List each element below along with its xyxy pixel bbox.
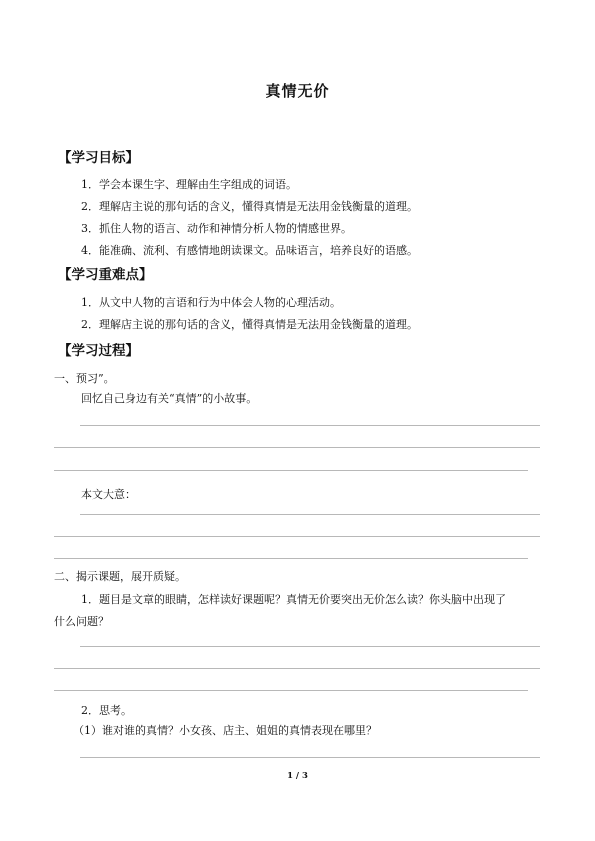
question-2-label: 2．思考。	[81, 704, 132, 717]
objective-item-3: 3．抓住人物的语言、动作和神情分析人物的情感世界。	[81, 222, 352, 235]
summary-label: 本文大意：	[81, 488, 136, 501]
question-2-sub-1: （1）谁对谁的真情？小女孩、店主、姐姐的真情表现在哪里？	[73, 724, 377, 737]
answer-line	[54, 536, 540, 537]
answer-line	[80, 514, 540, 515]
answer-line	[54, 470, 528, 471]
key-point-item-2: 2．理解店主说的那句话的含义，懂得真情是无法用金钱衡量的道理。	[81, 318, 418, 331]
answer-line	[54, 447, 540, 448]
part1-prompt: 回忆自己身边有关“真情”的小故事。	[81, 392, 258, 405]
answer-line	[54, 668, 540, 669]
objectives-heading: 【学习目标】	[58, 150, 139, 166]
objective-item-4: 4．能准确、流利、有感情地朗读课文。品味语言，培养良好的语感。	[81, 244, 418, 257]
answer-line	[54, 690, 528, 691]
answer-line	[54, 558, 528, 559]
key-point-item-1: 1．从文中人物的言语和行为中体会人物的心理活动。	[81, 296, 341, 309]
part1-heading: 一、预习”。	[54, 372, 115, 385]
page-title: 真情无价	[265, 82, 330, 100]
part2-heading: 二、揭示课题，展开质疑。	[54, 570, 186, 583]
question-1-line-1: 1．题目是文章的眼睛，怎样读好课题呢？真情无价要突出无价怎么读？你头脑中出现了	[81, 593, 506, 606]
answer-line	[80, 425, 540, 426]
page-number: 1 / 3	[287, 771, 308, 781]
objective-item-2: 2．理解店主说的那句话的含义，懂得真情是无法用金钱衡量的道理。	[81, 200, 418, 213]
answer-line	[80, 646, 540, 647]
key-points-heading: 【学习重难点】	[58, 267, 153, 283]
question-1-line-2: 什么问题？	[54, 615, 109, 628]
objective-item-1: 1．学会本课生字、理解由生字组成的词语。	[81, 178, 297, 191]
process-heading: 【学习过程】	[58, 343, 139, 359]
answer-line	[80, 757, 540, 758]
